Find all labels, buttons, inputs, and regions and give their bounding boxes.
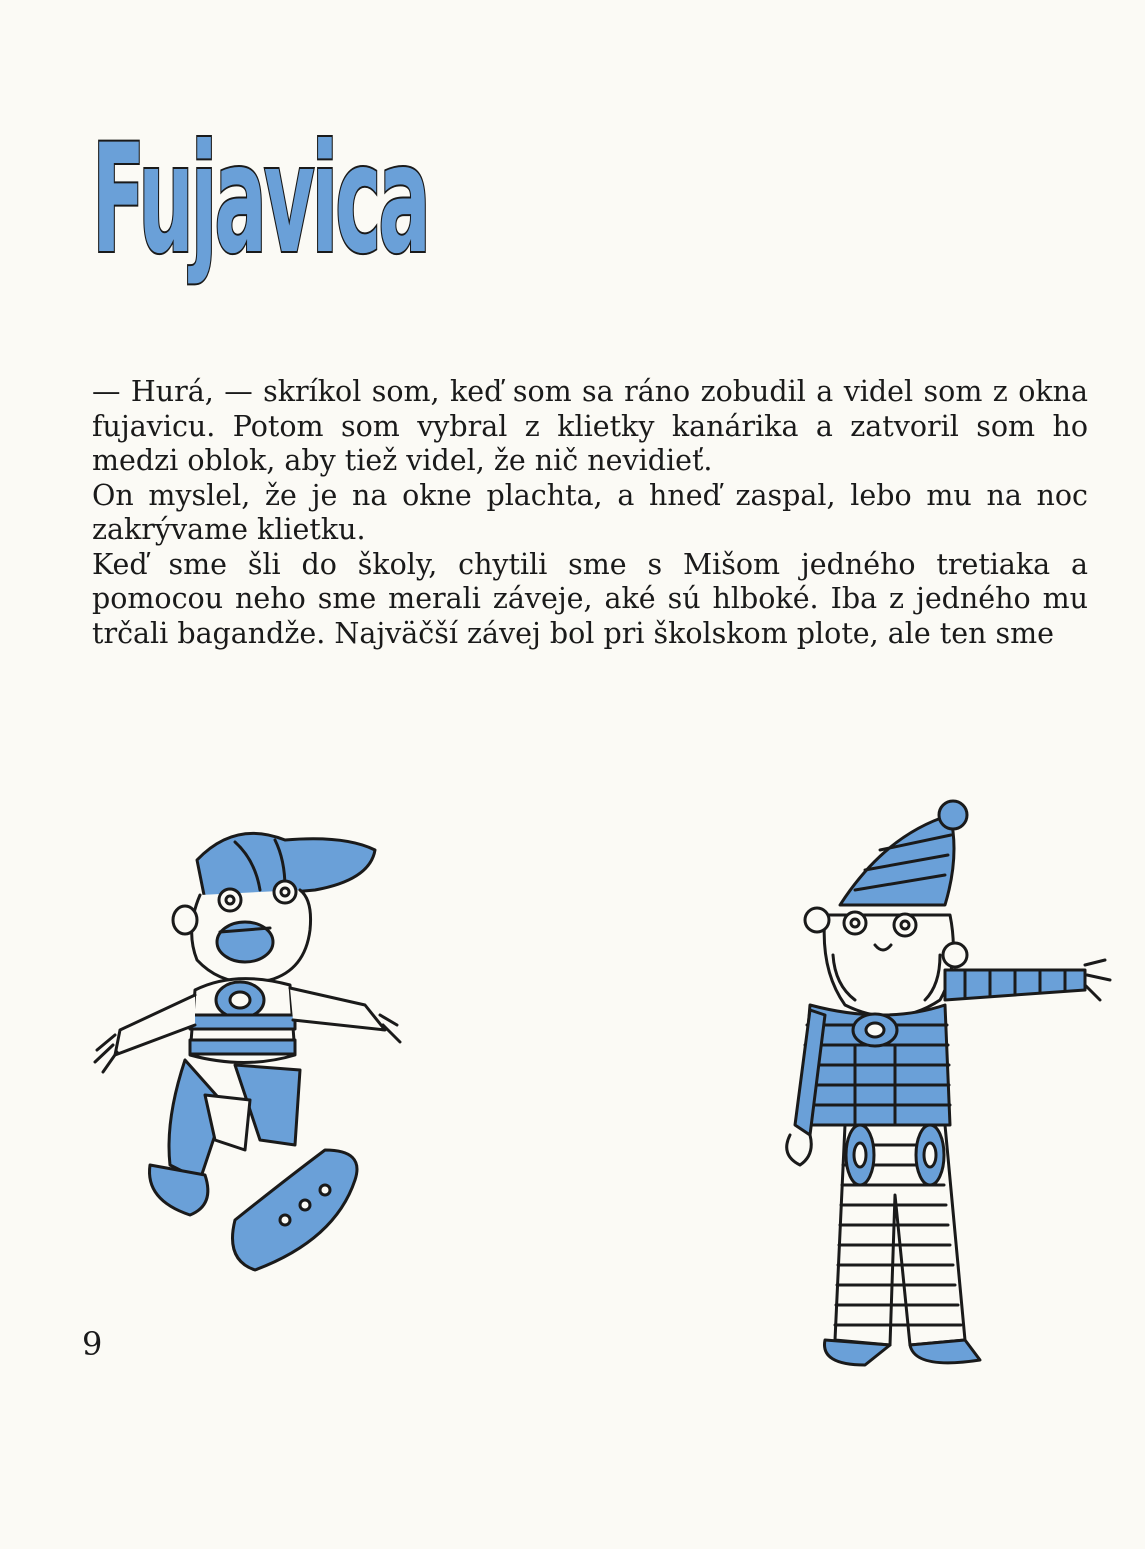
bearded-boy-in-striped-hat-illustration <box>765 795 1120 1375</box>
paragraph-3: Keď sme šli do školy, chytili sme s Mišom jedného tretiaka a pomocou neho sme merali záveje, aké sú hlboké. Iba z jedného mu trčali bagandže. Najväčší závej bol pri školskom plote, ale ten sme <box>92 547 1088 650</box>
paragraph-1: — Hurá, — skríkol som, keď som sa ráno zobudil a videl som z okna fujavicu. Potom som vybral z klietky kanárika a zatvoril som ho medzi oblok, aby tiež videl, že nič nevidieť. <box>92 375 1088 477</box>
page-number: 9 <box>82 1325 103 1363</box>
chapter-title <box>92 100 472 320</box>
paragraph-2: On myslel, že je na okne plachta, a hneď zaspal, lebo mu na noc zakrývame klietku. <box>92 478 1088 546</box>
chapter-title-text: Fujavica <box>92 113 428 287</box>
boy-in-cap-illustration <box>85 820 405 1290</box>
body-text <box>92 375 1088 651</box>
